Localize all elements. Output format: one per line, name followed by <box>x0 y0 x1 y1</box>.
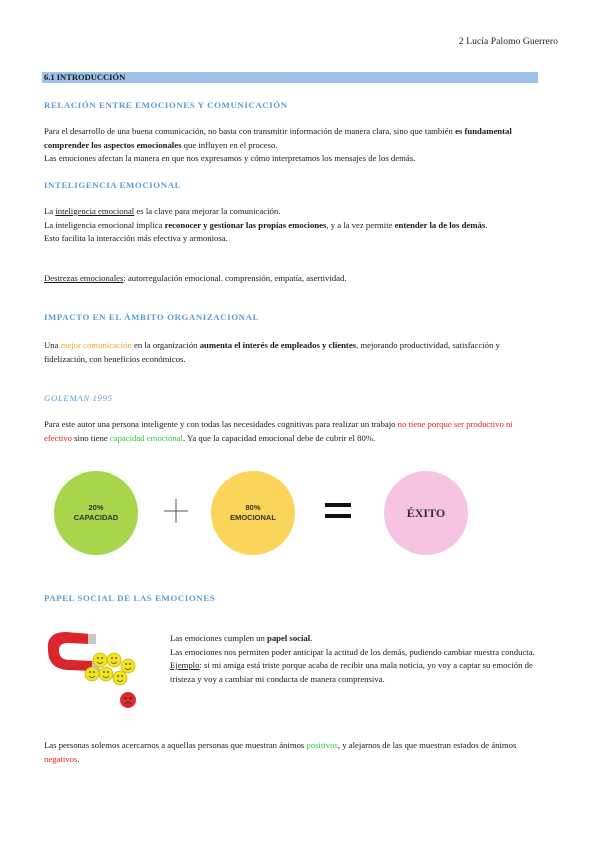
paragraph-goleman: Para este autor una persona inteligente y con todas las necesidades cognitivas para realizar un trabajo no tiene porque ser productivo ni efectivo sino tiene capacidad emocional. Ya que la capacidad emocional debe de cubrir el 80%. <box>44 419 513 443</box>
magnet-smileys-icon <box>40 628 145 716</box>
paragraph-impacto: Una mejor comunicación en la organización aumenta el interés de empleados y clientes, mejorando productividad, satisfacción y fidelización, con beneficios económicos. <box>44 340 500 364</box>
circle-exito: ÉXITO <box>384 471 468 555</box>
paragraph-papel-social: Las emociones cumplen un papel social. Las emociones nos permiten poder anticipar la actitud de los demás, pudiendo cambiar nuestra conducta. Ejemplo: si mi amiga está triste porque acaba de recibir una mala noticia, yo voy a captar su emoción de tristeza y voy a cambiar mi conducta de manera comprensiva. <box>170 633 535 684</box>
plus-icon <box>162 497 190 525</box>
heading-papel-social: PAPEL SOCIAL DE LAS EMOCIONES <box>44 593 216 603</box>
section-title-bar: 6.1 INTRODUCCIÓN <box>42 72 538 83</box>
heading-impacto: IMPACTO EN EL ÁMBITO ORGANIZACIONAL <box>44 312 260 322</box>
heading-relacion: RELACIÓN ENTRE EMOCIONES Y COMUNICACIÓN <box>44 100 288 110</box>
header-author: 2 Lucía Palomo Guerrero <box>458 37 558 47</box>
heading-goleman: GOLEMAN 1995 <box>44 393 113 403</box>
circle-emocional: 80% EMOCIONAL <box>211 471 295 555</box>
paragraph-closing: Las personas solemos acercarnos a aquellas personas que muestran ánimos positivos, y alejarnos de las que muestran estados de ánimos negativos. <box>44 740 517 764</box>
heading-inteligencia: INTELIGENCIA EMOCIONAL <box>44 180 182 190</box>
paragraph-relacion: Para el desarrollo de una buena comunicación, no basta con transmitir información de manera clara, sino que también es fundamental comprender los aspectos emocionales que influyen en el proceso. Las emociones afectan la manera en que nos expresamos y cómo interpretamos los mensajes de los demás. <box>44 126 512 163</box>
equals-icon <box>323 498 353 524</box>
paragraph-destrezas: Destrezas emocionales: autorregulación emocional. comprensión, empatía, asertividad. <box>44 273 347 283</box>
circle-capacidad: 20% CAPACIDAD <box>54 471 138 555</box>
paragraph-inteligencia: La inteligencia emocional es la clave para mejorar la comunicación. La inteligencia emocional implica reconocer y gestionar las propias emociones, y a la vez permite entender la de los demás. Esto facilita la interacción más efectiva y armoniosa. <box>44 206 488 243</box>
